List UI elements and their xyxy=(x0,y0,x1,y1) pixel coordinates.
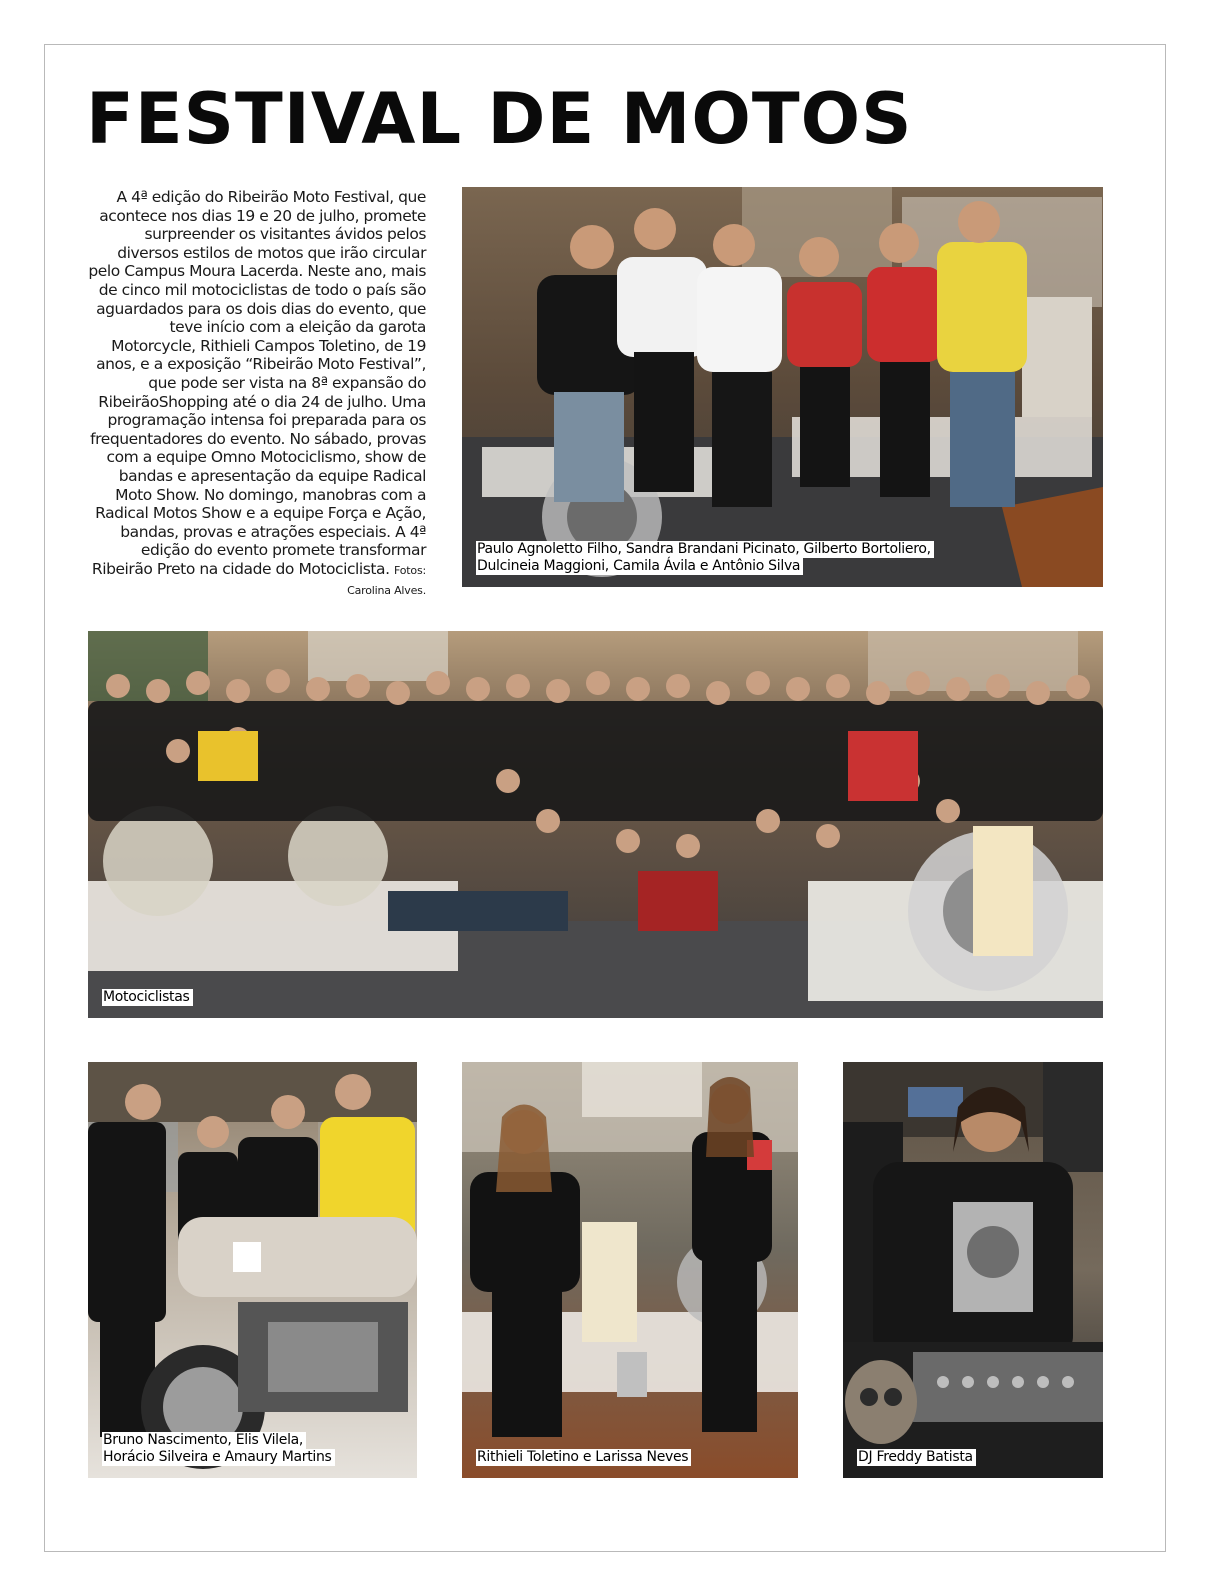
caption-four-people xyxy=(102,1432,335,1466)
caption-dj xyxy=(857,1449,976,1466)
photo-officials-group xyxy=(462,187,1103,587)
photo-dj-image xyxy=(843,1062,1103,1478)
caption-two-women xyxy=(476,1449,691,1466)
photo-bikers xyxy=(88,631,1103,1018)
photo-bikers-image xyxy=(88,631,1103,1018)
caption-officials-line2: Dulcineia Maggioni, Camila Ávila e Antônio Silva xyxy=(476,558,803,575)
photo-credit: Fotos: Carolina Alves. xyxy=(347,563,426,598)
caption-dj-line1: DJ Freddy Batista xyxy=(857,1449,976,1466)
photo-four-people xyxy=(88,1062,417,1478)
caption-bikers-line1: Motociclistas xyxy=(102,989,193,1006)
article-text: A 4ª edição do Ribeirão Moto Festival, que acontece nos dias 19 e 20 de julho, promete surpreender os visitantes ávidos pelos diversos estilos de motos que irão circular pelo Campus Moura Lacerda. Neste ano, mais de cinco mil motociclistas de todo o país são aguardados para os dois dias do evento, que teve início com a eleição da garota Motorcycle, Rithieli Campos Toletino, de 19 anos, e a exposição “Ribeirão Moto Festival”, que pode ser vista na 8ª expansão do RibeirãoShopping até o dia 24 de julho. Uma programação intensa foi preparada para os frequentadores do evento. No sábado, provas com a equipe Omno Motociclismo, show de bandas e apresentação da equipe Radical Moto Show. No domingo, manobras com a Radical Motos Show e a equipe Força e Ação, bandas, provas e atrações especiais. A 4ª edição do evento promete transformar Ribeirão Preto na cidade do Motociclista. xyxy=(88,188,426,578)
photo-officials-image xyxy=(462,187,1103,587)
article-body xyxy=(86,188,426,601)
photo-two-women xyxy=(462,1062,798,1478)
caption-officials-line1: Paulo Agnoletto Filho, Sandra Brandani Picinato, Gilberto Bortoliero, xyxy=(476,541,934,558)
caption-four-people-line1: Bruno Nascimento, Elis Vilela, xyxy=(102,1432,306,1449)
caption-officials xyxy=(476,541,934,575)
caption-two-women-line1: Rithieli Toletino e Larissa Neves xyxy=(476,1449,691,1466)
page-title: FESTIVAL DE MOTOS xyxy=(86,78,913,160)
caption-bikers xyxy=(102,989,193,1006)
photo-four-people-image xyxy=(88,1062,417,1478)
caption-four-people-line2: Horácio Silveira e Amaury Martins xyxy=(102,1449,335,1466)
photo-dj xyxy=(843,1062,1103,1478)
photo-two-women-image xyxy=(462,1062,798,1478)
